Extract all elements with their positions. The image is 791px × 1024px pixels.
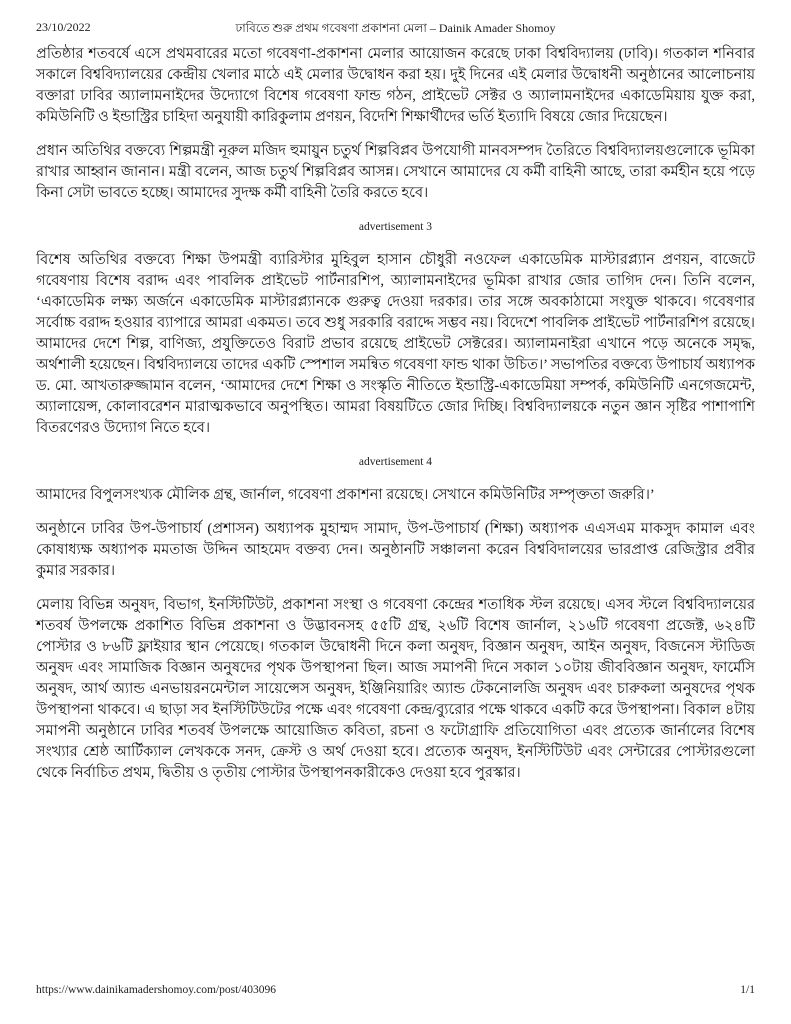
article-paragraph: অনুষ্ঠানে ঢাবির উপ-উপাচার্য (প্রশাসন) অধ্যাপক মুহাম্মদ সামাদ, উপ-উপাচার্য (শিক্ষা) অধ্যাপক এএসএম মাকসুদ কামাল এবং কোষাধ্যক্ষ অধ্যাপক মমতাজ উদ্দিন আহমেদ বক্তব্য দেন। অনুষ্ঠানটি সঞ্চালনা করেন বিশ্ববিদালয়ের ভারপ্রাপ্ত রেজিস্ট্রার প্রবীর কুমার সরকার। <box>36 521 755 579</box>
page-number: 1/1 <box>740 984 755 996</box>
article-paragraph: মেলায় বিভিন্ন অনুষদ, বিভাগ, ইনস্টিটিউট, প্রকাশনা সংস্থা ও গবেষণা কেন্দ্রের শতাধিক স্টল রয়েছে। এসব স্টলে বিশ্ববিদ্যালয়ের শতবর্ষ উপলক্ষে প্রকাশিত বিভিন্ন প্রকাশনা ও উদ্ভাবনসহ ৫৫টি গ্রন্থ, ২৬টি বিশেষ জার্নাল, ২১৬টি গবেষণা প্রজেক্ট, ৬২৪টি পোস্টার ও ৮৬টি ফ্লাইয়ার স্থান পেয়েছে। গতকাল উদ্বোধনী দিনে কলা অনুষদ, বিজ্ঞান অনুষদ, আইন অনুষদ, বিজনেস স্টাডিজ অনুষদ এবং সামাজিক বিজ্ঞান অনুষদের পৃথক উপস্থাপনা ছিল। আজ সমাপনী দিনে সকাল ১০টায় জীববিজ্ঞান অনুষদ, ফার্মেসি অনুষদ, আর্থ অ্যান্ড এনভায়রনমেন্টাল সায়েন্সেস অনুষদ, ইঞ্জিনিয়ারিং অ্যান্ড টেকনোলজি অনুষদ এবং চারুকলা অনুষদের পৃথক উপস্থাপনা থাকবে। এ ছাড়া সব ইনস্টিটিউটের পক্ষে এবং গবেষণা কেন্দ্র/ব্যুরোর পক্ষে থাকবে একটি করে উপস্থাপনা। বিকাল ৪টায় সমাপনী অনুষ্ঠানে ঢাবির শতবর্ষ উপলক্ষে আয়োজিত কবিতা, রচনা ও ফটোগ্রাফি প্রতিযোগিতা এবং প্রত্যেক জার্নালের বিশেষ সংখ্যার শ্রেষ্ঠ আর্টিক্যাল লেখককে সনদ, ক্রেস্ট ও অর্থ দেওয়া হবে। প্রত্যেক অনুষদ, ইনস্টিটিউট এবং সেন্টারের পোস্টারগুলো থেকে নির্বাচিত প্রথম, দ্বিতীয় ও তৃতীয় পোস্টার উপস্থাপনকারীকেও দেওয়া হবে পুরস্কার। <box>36 597 755 781</box>
advertisement-placeholder: advertisement 3 <box>358 221 433 233</box>
article-paragraph: আমাদের বিপুলসংখ্যক মৌলিক গ্রন্থ, জার্নাল, গবেষণা প্রকাশনা রয়েছে। সেখানে কমিউনিটির সম্পৃক্ততা জরুরি।’ <box>36 487 655 503</box>
print-header <box>0 20 791 36</box>
advertisement-placeholder: advertisement 4 <box>358 456 433 468</box>
print-date: 23/10/2022 <box>36 20 91 34</box>
source-url: https://www.dainikamadershomoy.com/post/403096 <box>36 984 276 996</box>
article-paragraph: প্রতিষ্ঠার শতবর্ষে এসে প্রথমবারের মতো গবেষণা-প্রকাশনা মেলার আয়োজন করেছে ঢাকা বিশ্ববিদ্যালয় (ঢাবি)। গতকাল শনিবার সকালে বিশ্ববিদ্যালয়ের কেন্দ্রীয় খেলার মাঠে এই মেলার উদ্বোধন করা হয়। দুই দিনের এই মেলার উদ্বোধনী অনুষ্ঠানের আলোচনায় বক্তারা ঢাবির অ্যালামনাইদের উদ্যোগে বিশেষ গবেষণা ফান্ড গঠন, প্রাইভেট সেক্টর ও অ্যালামনাইদের একাডেমিয়ায় যুক্ত করা, কমিউনিটি ও ইন্ডাস্ট্রির চাহিদা অনুযায়ী কারিকুলাম প্রণয়ন, বিদেশি শিক্ষার্থীদের ভর্তি ইত্যাদি বিষয়ে জোর দিয়েছেন। <box>36 46 755 125</box>
article-paragraph: বিশেষ অতিথির বক্তব্যে শিক্ষা উপমন্ত্রী ব্যারিস্টার মুহিবুল হাসান চৌধুরী নওফেল একাডেমিক মাস্টারপ্ল্যান প্রণয়ন, বাজেটে গবেষণায় বিশেষ বরাদ্দ এবং পাবলিক প্রাইভেট পার্টনারশিপ, অ্যালামনাইদের ভূমিকা রাখার জোর তাগিদ দেন। তিনি বলেন, ‘একাডেমিক লক্ষ্য অর্জনে একাডেমিক মাস্টারপ্ল্যানকে গুরুত্ব দেওয়া দরকার। তার সঙ্গে অবকাঠামো সংযুক্ত থাকবে। গবেষণার সর্বোচ্চ বরাদ্দ হওয়ার ব্যাপারে আমরা একমত। তবে শুধু সরকারি বরাদ্দে সম্ভব নয়। বিদেশে পাবলিক প্রাইভেট পার্টনারশিপ রয়েছে। আমাদের দেশে শিল্প, বাণিজ্য, প্রযুক্তিতেও বিরাট প্রভাব রয়েছে প্রাইভেট সেক্টরের। অ্যালামনাইরা এখানে পড়ে অনেকে সমৃদ্ধ, অর্থশালী হয়েছেন। বিশ্ববিদ্যালয়ে তাদের একটি স্পেশাল সমন্বিত গবেষণা ফান্ড থাকা উচিত।’ সভাপতির বক্তব্যে উপাচার্য অধ্যাপক ড. মো. আখতারুজ্জামান বলেন, ‘আমাদের দেশে শিক্ষা ও সংস্কৃতি নীতিতে ইন্ডাস্ট্রি-একাডেমিয়া সম্পর্ক, কমিউনিটি এনগেজমেন্ট, অ্যালায়েন্স, কোলাবরেশন মারাত্মকভাবে অনুপস্থিত। আমরা বিষয়টিতে জোর দিচ্ছি। বিশ্ববিদ্যালয়কে নতুন জ্ঞান সৃষ্টির পাশাপাশি বিতরণেরও উদ্যোগ নিতে হবে। <box>36 252 755 436</box>
article-paragraph: প্রধান অতিথির বক্তব্যে শিল্পমন্ত্রী নূরুল মজিদ হুমায়ুন চতুর্থ শিল্পবিপ্লব উপযোগী মানবসম্পদ তৈরিতে বিশ্ববিদ্যালয়গুলোকে ভূমিকা রাখার আহ্বান জানান। মন্ত্রী বলেন, আজ চতুর্থ শিল্পবিপ্লব আসন্ন। সেখানে আমাদের যে কর্মী বাহিনী আছে, তারা কর্মহীন হয়ে পড়ে কিনা সেটা ভাবতে হচ্ছে। আমাদের সুদক্ষ কর্মী বাহিনী তৈরি করতে হবে। <box>36 143 755 201</box>
article-body <box>36 44 755 797</box>
print-footer <box>0 984 791 998</box>
document-title: ঢাবিতে শুরু প্রথম গবেষণা প্রকাশনা মেলা – Dainik Amader Shomoy <box>235 21 556 35</box>
